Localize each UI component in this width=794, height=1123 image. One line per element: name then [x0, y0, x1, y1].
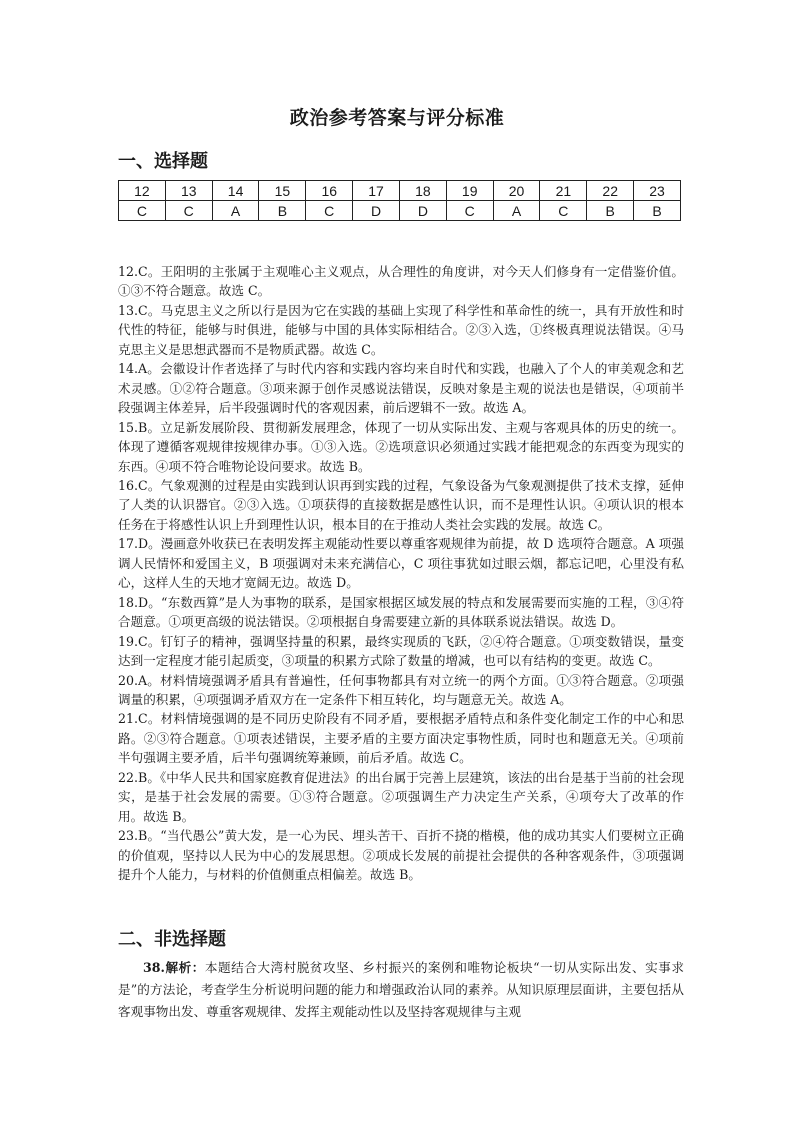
answer-letter: B [587, 201, 634, 221]
answer-letter: C [165, 201, 212, 221]
explanation-q23: 23.B。“当代愚公”黄大发，是一心为民、埋头苦干、百折不挠的楷模，他的成功其实人们要树立正确的价值观，坚持以人民为中心的发展思想。②项成长发展的前提社会提供的各种客观条件，③项强调提升个人能力，与材料的价值侧重点相偏差。故选 B。 [118, 828, 684, 883]
answer-letter: C [540, 201, 587, 221]
question-number: 22 [587, 181, 634, 201]
question-number: 16 [306, 181, 353, 201]
question-number: 19 [446, 181, 493, 201]
answer-letter: A [212, 201, 259, 221]
q38-text: 本题结合大湾村脱贫攻坚、乡村振兴的案例和唯物论板块“一切从实际出发、实事求是”的方法论，考查学生分析说明问题的能力和增强政治认同的素养。从知识原理层面讲，主要包括从客观事物出发、尊重客观规律、发挥主观能动性以及坚持客观规律与主观 [118, 960, 684, 1019]
explanation-q13: 13.C。马克思主义之所以行是因为它在实践的基础上实现了科学性和革命性的统一，具有开放性和时代性的特征，能够与时俱进，能够与中国的具体实际相结合。②③入选，①终极真理说法错误。④马克思主义是思想武器而不是物质武器。故选 C。 [118, 302, 684, 357]
answer-letter: D [353, 201, 400, 221]
question-number-row [119, 181, 681, 201]
answer-letter: A [493, 201, 540, 221]
question-number: 17 [353, 181, 400, 201]
question-number: 23 [634, 181, 681, 201]
explanation-q22: 22.B。《中华人民共和国家庭教育促进法》的出台属于完善上层建筑，该法的出台是基于当前的社会现实，是基于社会发展的需要。①③符合题意。②项强调生产力决定生产关系，④项夸大了改革的作用。故选 B。 [118, 769, 684, 824]
explanation-q15: 15.B。立足新发展阶段、贯彻新发展理念，体现了一切从实际出发、主观与客观具体的历史的统一。体现了遵循客观规律按规律办事。①③入选。②选项意识必须通过实践才能把观念的东西变为现实的东西。④项不符合唯物论设问要求。故选 B。 [118, 419, 684, 474]
answer-letter: D [399, 201, 446, 221]
explanation-q21: 21.C。材料情境强调的是不同历史阶段有不同矛盾，要根据矛盾特点和条件变化制定工作的中心和思路。②③符合题意。①项表述错误，主要矛盾的主要方面决定事物性质，同时也和题意无关。④项前半句强调主要矛盾，后半句强调统筹兼顾，前后矛盾。故选 C。 [118, 711, 684, 766]
question-number: 14 [212, 181, 259, 201]
section-heading-multiple-choice: 一、选择题 [118, 151, 208, 172]
explanations-block [118, 262, 684, 885]
answer-letter: C [446, 201, 493, 221]
page-title: 政治参考答案与评分标准 [289, 107, 505, 129]
question-number: 18 [399, 181, 446, 201]
answer-letter: C [119, 201, 166, 221]
explanation-q20: 20.A。材料情境强调矛盾具有普遍性，任何事物都具有对立统一的两个方面。①③符合题意。②项强调量的积累，④项强调矛盾双方在一定条件下相互转化，均与题意无关。故选 A。 [118, 672, 684, 707]
answer-table [118, 180, 681, 221]
explanation-q16: 16.C。气象观测的过程是由实践到认识再到实践的过程，气象设备为气象观测提供了技术支撑，延伸了人类的认识器官。②③入选。①项获得的直接数据是感性认识，而不是理性认识。④项认识的根本任务在于将感性认识上升到理性认识，根本目的在于推动人类社会实践的发展。故选 C。 [118, 477, 684, 532]
answer-letter: B [259, 201, 306, 221]
question-number: 20 [493, 181, 540, 201]
section-heading-non-choice: 二、非选择题 [118, 929, 226, 950]
explanation-q12: 12.C。王阳明的主张属于主观唯心主义观点，从合理性的角度讲，对今天人们修身有一定借鉴价值。①③不符合题意。故选 C。 [118, 264, 684, 299]
q38-label: 38.解析： [143, 960, 205, 975]
answer-letter: C [306, 201, 353, 221]
question-number: 21 [540, 181, 587, 201]
question-number: 13 [165, 181, 212, 201]
answer-letter: B [634, 201, 681, 221]
explanation-q19: 19.C。钉钉子的精神，强调坚持量的积累，最终实现质的飞跃，②④符合题意。①项变数错误，量变达到一定程度才能引起质变，③项量的积累方式除了数量的增减，也可以有结构的变更。故选 C。 [118, 633, 684, 669]
question-number: 15 [259, 181, 306, 201]
answer-row [119, 201, 681, 221]
explanation-q38 [118, 957, 684, 1023]
question-number: 12 [119, 181, 166, 201]
explanation-q18: 18.D。“东数西算”是人为事物的联系，是国家根据区域发展的特点和发展需要而实施的工程，③④符合题意。①项更高级的说法错误。②项根据自身需要建立新的具体联系说法错误。故选 D。 [118, 594, 684, 630]
explanation-q17: 17.D。漫画意外收获已在表明发挥主观能动性要以尊重客观规律为前提，故 D 选项符合题意。A 项强调人民情怀和爱国主义，B 项强调对未来充满信心，C 项往事犹如过眼云烟，都忘记吧，心里没有私心，这样人生的天地才宽阔无边。故选 D。 [118, 536, 684, 591]
explanation-q14: 14.A。会徽设计作者选择了与时代内容和实践内容均来自时代和实践，也融入了个人的审美观念和艺术灵感。①②符合题意。③项来源于创作灵感说法错误，反映对象是主观的说法也是错误，④项前半段强调主体差异，后半段强调时代的客观因素，前后逻辑不一致。故选 A。 [118, 361, 684, 416]
